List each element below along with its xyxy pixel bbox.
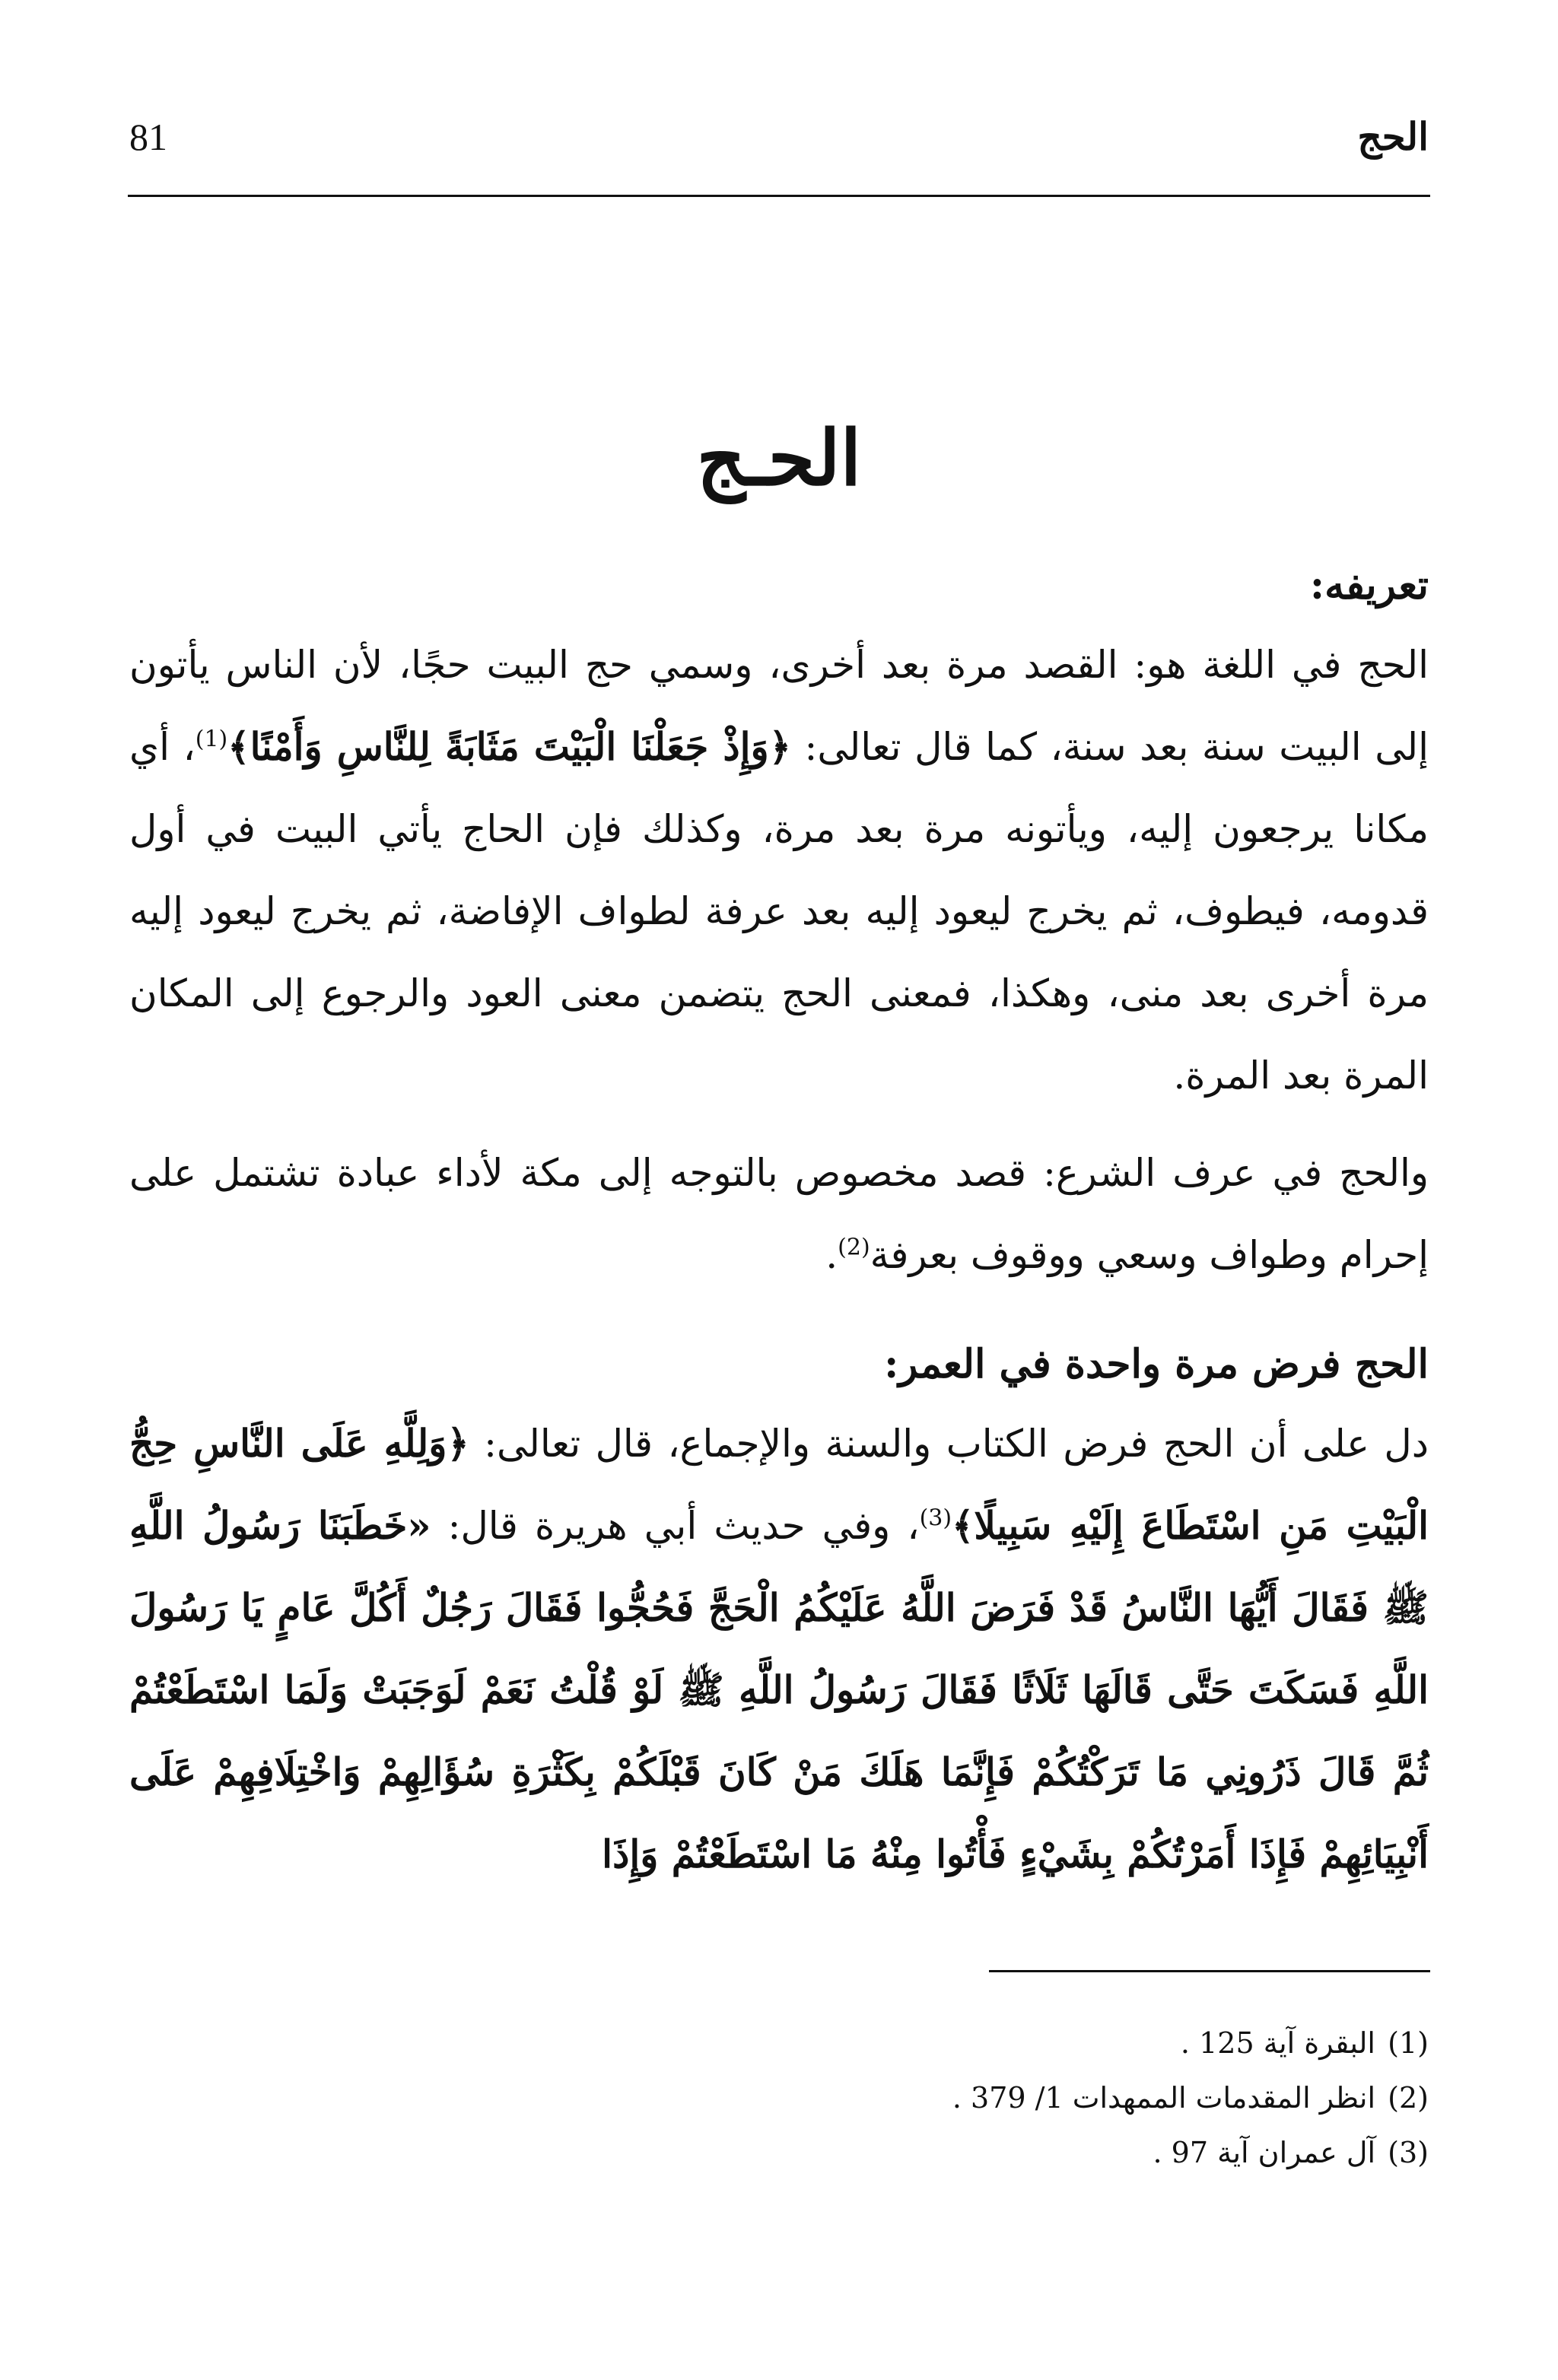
body-text	[129, 548, 1429, 1895]
hadith-text: «خَطَبَنَا رَسُولُ اللَّهِ ﷺ فَقَالَ أَيُّهَا النَّاسُ قَدْ فَرَضَ اللَّهُ عَلَيْكُمُ الْحَجَّ فَحُجُّوا فَقَالَ رَجُلٌ أَكُلَّ عَامٍ يَا رَسُولَ اللَّهِ فَسَكَتَ حَتَّى قَالَهَا ثَلَاثًا فَقَالَ رَسُولُ اللَّهِ ﷺ لَوْ قُلْتُ نَعَمْ لَوَجَبَتْ وَلَمَا اسْتَطَعْتُمْ ثُمَّ قَالَ ذَرُونِي مَا تَرَكْتُكُمْ فَإِنَّمَا هَلَكَ مَنْ كَانَ قَبْلَكُمْ بِكَثْرَةِ سُؤَالِهِمْ وَاخْتِلَافِهِمْ عَلَى أَنْبِيَائِهِمْ فَإِذَا أَمَرْتُكُمْ بِشَيْءٍ فَأْتُوا مِنْهُ مَا اسْتَطَعْتُمْ وَإِذَا	[129, 1503, 1429, 1876]
footnotes-list	[129, 2016, 1429, 2180]
footnote-reference[interactable]: (1)	[195, 726, 228, 753]
footnote-text: انظر المقدمات الممهدات 1/ 379 .	[952, 2081, 1375, 2115]
paragraph-text: الحج في اللغة هو: القصد مرة بعد أخرى، وسمي حج البيت حجًا، لأن الناس يأتون إلى البيت سنة بعد سنة، كما قال تعالى:	[129, 643, 1429, 769]
page-number: 81	[129, 116, 167, 158]
header-rule	[128, 195, 1430, 197]
footnote-item	[129, 2125, 1429, 2180]
footnote-separator	[989, 1970, 1430, 1972]
footnote-reference[interactable]: (2)	[838, 1234, 870, 1261]
footnote-item	[129, 2016, 1429, 2070]
quran-verse: ﴿وَلِلَّهِ عَلَى النَّاسِ حِجُّ الْبَيْتِ مَنِ اسْتَطَاعَ إِلَيْهِ سَبِيلًا﴾	[129, 1421, 1429, 1548]
paragraph-legal-definition	[129, 1132, 1429, 1296]
header-chapter-title: الحج	[1357, 114, 1429, 159]
running-header	[129, 106, 1429, 167]
paragraph-text: .	[825, 1233, 838, 1277]
paragraph-text: ، وفي حديث أبي هريرة قال:	[431, 1504, 920, 1548]
chapter-title: الحـج	[696, 413, 862, 503]
footnote-text: البقرة آية 125 .	[1180, 2026, 1375, 2060]
footnote-item	[129, 2070, 1429, 2125]
footnote-text: آل عمران آية 97 .	[1153, 2136, 1375, 2169]
paragraph-linguistic-definition	[129, 624, 1429, 1117]
paragraph-text: ، أي مكانا يرجعون إليه، ويأتونه مرة بعد مرة، وكذلك فإن الحاج يأتي البيت في أول قدومه، فيطوف، ثم يخرج ليعود إليه بعد عرفة لطواف الإفاضة، ثم يخرج ليعود إليه مرة أخرى بعد منى، وهكذا، فمعنى الحج يتضمن معنى العود والرجوع إلى المكان المرة بعد المرة.	[129, 725, 1429, 1098]
section-heading-obligation: الحج فرض مرة واحدة في العمر:	[884, 1341, 1429, 1387]
paragraph-obligation-evidence	[129, 1403, 1429, 1895]
section-heading-definition: تعريفه:	[1309, 562, 1429, 609]
paragraph-text: دل على أن الحج فرض الكتاب والسنة والإجماع، قال تعالى:	[469, 1422, 1429, 1466]
footnote-number: (3)	[1388, 2136, 1429, 2169]
paragraph-text: والحج في عرف الشرع: قصد مخصوص بالتوجه إلى مكة لأداء عبادة تشتمل على إحرام وطواف وسعي ووقوف بعرفة	[129, 1151, 1429, 1277]
quran-verse: ﴿وَإِذْ جَعَلْنَا الْبَيْتَ مَثَابَةً لِلنَّاسِ وَأَمْنًا﴾	[227, 724, 791, 769]
footnote-reference[interactable]: (3)	[919, 1505, 952, 1532]
footnote-number: (2)	[1388, 2081, 1429, 2115]
footnote-number: (1)	[1388, 2026, 1429, 2060]
